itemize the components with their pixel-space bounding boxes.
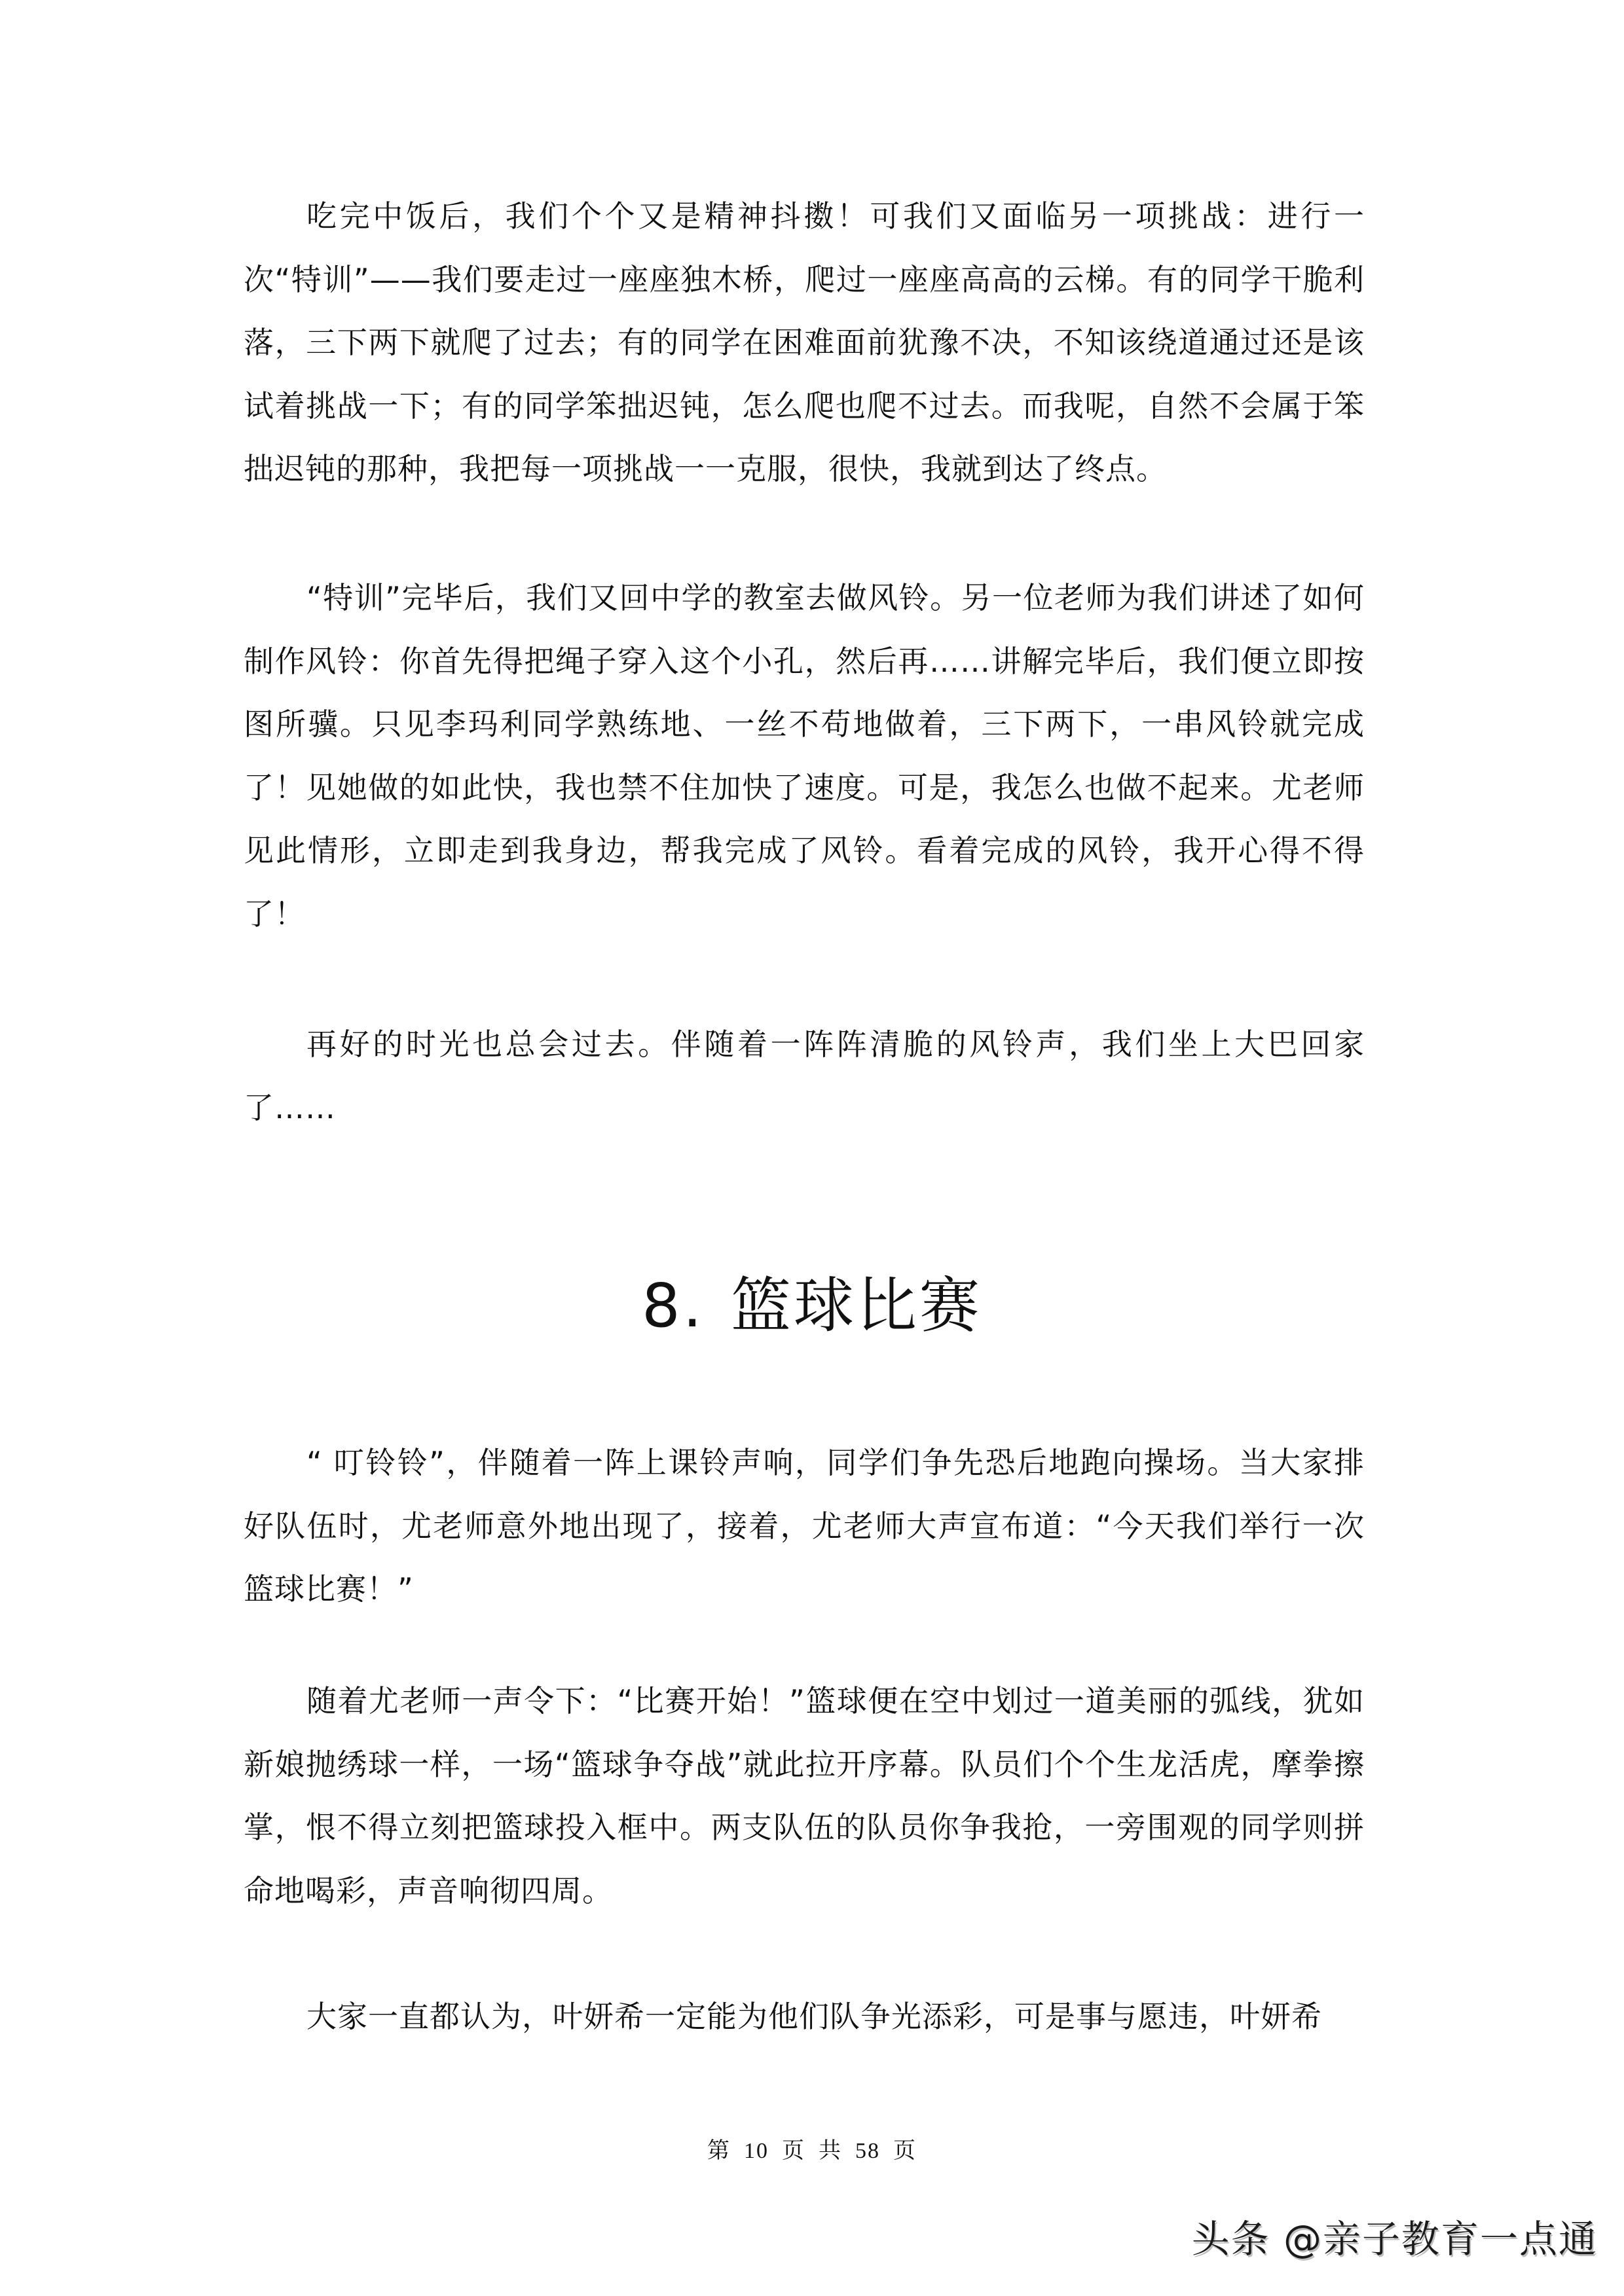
- paragraph-bell: “ 叮铃铃”，伴随着一阵上课铃声响，同学们争先恐后地跑向操场。当大家排好队伍时，尤老师意外地出现了，接着，尤老师大声宣布道：“今天我们举行一次篮球比赛！”: [244, 1445, 1365, 1607]
- paragraph-game-start: 随着尤老师一声令下：“比赛开始！”篮球便在空中划过一道美丽的弧线，犹如新娘抛绣球一样，一场“篮球争夺战”就此拉开序幕。队员们个个生龙活虎，摩拳擦掌，恨不得立刻把篮球投入框中。两支队伍的队员你争我抢，一旁围观的同学则拼命地喝彩，声音响彻四周。: [244, 1683, 1365, 1908]
- footer-total-prefix: 共: [819, 2139, 842, 2163]
- watermark: 头条 @亲子教育一点通: [1191, 2217, 1598, 2261]
- total-page-count: 58: [855, 2139, 880, 2163]
- section-number: 8.: [642, 1271, 705, 1341]
- footer-suffix: 页: [893, 2139, 917, 2163]
- paragraph-training: 吃完中饭后，我们个个又是精神抖擞！可我们又面临另一项挑战：进行一次“特训”——我们要走过一座座独木桥，爬过一座座高高的云梯。有的同学干脆利落，三下两下就爬了过去；有的同学在困难面前犹豫不决，不知该绕道通过还是该试着挑战一下；有的同学笨拙迟钝，怎么爬也爬不过去。而我呢，自然不会属于笨拙迟钝的那种，我把每一项挑战一一克服，很快，我就到达了终点。: [244, 198, 1365, 486]
- footer-prefix: 第: [707, 2139, 731, 2163]
- section-title: 篮球比赛: [730, 1271, 982, 1341]
- paragraph-ye-yanxi: 大家一直都认为，叶妍希一定能为他们队争光添彩，可是事与愿违，叶妍希: [306, 1999, 1322, 2034]
- current-page-number: 10: [744, 2139, 769, 2163]
- section-heading: [0, 1267, 1624, 1345]
- paragraph-going-home: 再好的时光也总会过去。伴随着一阵阵清脆的风铃声，我们坐上大巴回家了……: [244, 1027, 1365, 1125]
- footer-page-word: 页: [782, 2139, 805, 2163]
- paragraph-wind-chime: “特训”完毕后，我们又回中学的教室去做风铃。另一位老师为我们讲述了如何制作风铃：你首先得把绳子穿入这个小孔，然后再……讲解完毕后，我们便立即按图所骥。只见李玛利同学熟练地、一丝不苟地做着，三下两下，一串风铃就完成了！见她做的如此快，我也禁不住加快了速度。可是，我怎么也做不起来。尤老师见此情形，立即走到我身边，帮我完成了风铃。看着完成的风铃，我开心得不得了！: [244, 580, 1365, 932]
- page-footer: [0, 2136, 1624, 2167]
